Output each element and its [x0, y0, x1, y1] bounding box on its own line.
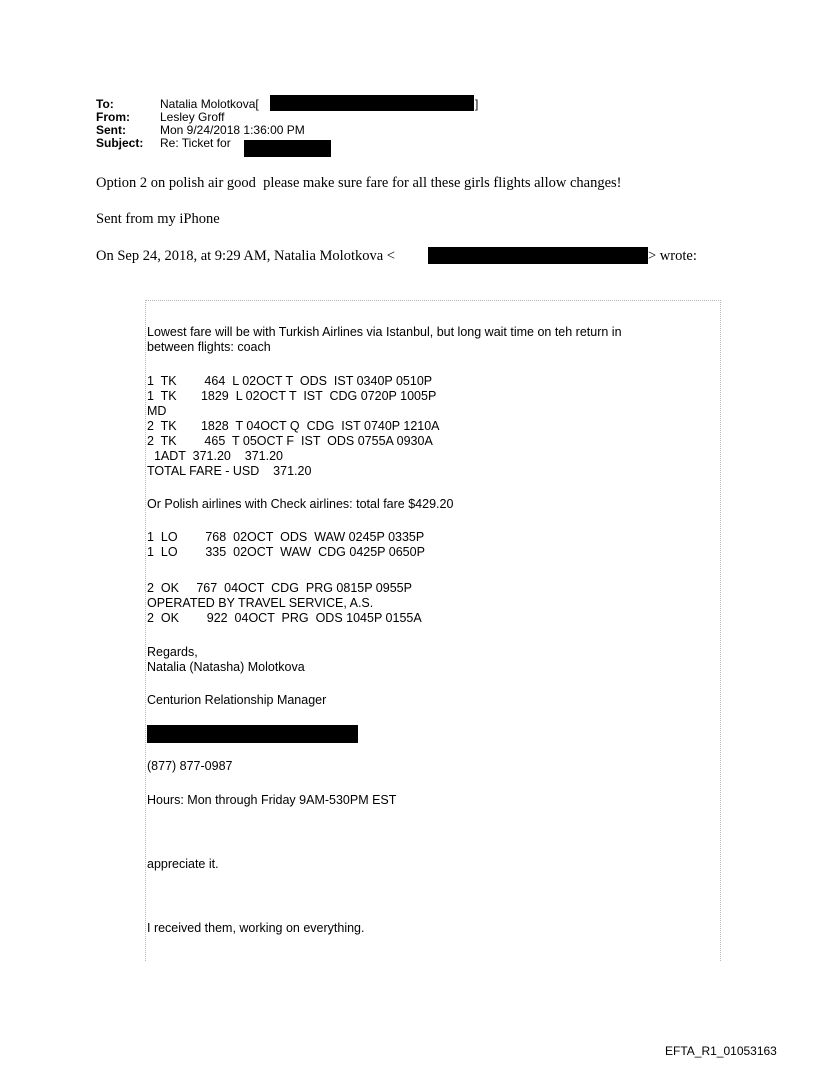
- redaction-contact: [147, 725, 358, 743]
- tk-line: 1 TK 1829 L 02OCT T IST CDG 0720P 1005P: [147, 389, 437, 403]
- fare-line: 1ADT 371.20 371.20: [147, 449, 283, 463]
- to-value: Natalia Molotkova[: [160, 97, 259, 111]
- quote-intro-line-2: between flights: coach: [147, 340, 271, 354]
- tk-line: 2 TK 1828 T 04OCT Q CDG IST 0740P 1210A: [147, 419, 440, 433]
- tk-line: MD: [147, 404, 167, 418]
- regards-text: Regards,: [147, 645, 198, 659]
- ok-line: 2 OK 767 04OCT CDG PRG 0815P 0955P: [147, 581, 412, 595]
- sender-name: Natalia (Natasha) Molotkova: [147, 660, 305, 674]
- attribution-start: On Sep 24, 2018, at 9:29 AM, Natalia Molotkova <: [96, 248, 395, 264]
- lo-line: 1 LO 335 02OCT WAW CDG 0425P 0650P: [147, 545, 425, 559]
- received-text: I received them, working on everything.: [147, 921, 365, 935]
- message-text: Option 2 on polish air good please make sure fare for all these girls flights allow changes!: [96, 175, 622, 191]
- ok-line: OPERATED BY TRAVEL SERVICE, A.S.: [147, 596, 374, 610]
- ok-line: 2 OK 922 04OCT PRG ODS 1045P 0155A: [147, 611, 422, 625]
- redaction-to: [270, 95, 474, 111]
- tk-line: 2 TK 465 T 05OCT F IST ODS 0755A 0930A: [147, 434, 433, 448]
- polish-intro: Or Polish airlines with Check airlines: total fare $429.20: [147, 497, 454, 511]
- to-close-bracket: ]: [475, 97, 479, 111]
- to-label: To:: [96, 97, 114, 111]
- from-label: From:: [96, 110, 130, 124]
- sent-value: Mon 9/24/2018 1:36:00 PM: [160, 123, 305, 137]
- signature-text: Sent from my iPhone: [96, 211, 220, 227]
- subject-value: Re: Ticket for: [160, 136, 231, 150]
- document-id: EFTA_R1_01053163: [665, 1044, 777, 1058]
- subject-label: Subject:: [96, 136, 144, 150]
- sent-label: Sent:: [96, 123, 126, 137]
- quote-intro-line-1: Lowest fare will be with Turkish Airlines via Istanbul, but long wait time on teh return in: [147, 325, 622, 339]
- hours-text: Hours: Mon through Friday 9AM-530PM EST: [147, 793, 397, 807]
- redaction-email: [428, 247, 648, 264]
- from-value: Lesley Groff: [160, 110, 225, 124]
- appreciate-text: appreciate it.: [147, 857, 219, 871]
- tk-line: 1 TK 464 L 02OCT T ODS IST 0340P 0510P: [147, 374, 433, 388]
- phone-number: (877) 877-0987: [147, 759, 233, 773]
- lo-line: 1 LO 768 02OCT ODS WAW 0245P 0335P: [147, 530, 425, 544]
- attribution-end: > wrote:: [648, 248, 697, 264]
- redaction-subject: [244, 140, 331, 157]
- sender-title: Centurion Relationship Manager: [147, 693, 327, 707]
- total-fare-line: TOTAL FARE - USD 371.20: [147, 464, 312, 478]
